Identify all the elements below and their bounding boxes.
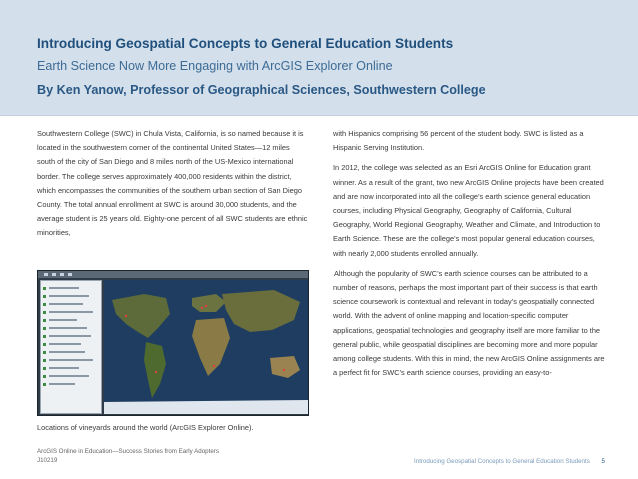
map-screenshot-figure (37, 270, 309, 416)
page-number: 5 (601, 458, 605, 465)
footer-running-title: Introducing Geospatial Concepts to General Education Students (414, 458, 590, 465)
article-subtitle: Earth Science Now More Engaging with ArcGIS Explorer Online (37, 59, 393, 73)
world-map-graphic (104, 280, 308, 414)
layer-list-panel (40, 280, 102, 414)
article-byline: By Ken Yanow, Professor of Geographical Sciences, Southwestern College (37, 83, 486, 97)
header-band (0, 0, 638, 116)
footer-document-code: J10219 (37, 457, 58, 464)
right-paragraph: In 2012, the college was selected as an Esri ArcGIS Online for Education grant winner. As a result of the grant, two new ArcGIS Online projects have been created and are now incorporated into all the college’s earth science general education courses, including Physical Geography, Geography of California, Cultural Geography, World Regional Geography, Weather and Climate, and Introduction to Earth Science. These are the college’s most popular general education courses, with nearly 2,000 students enrolled annually. (333, 163, 604, 258)
app-toolbar (38, 271, 308, 278)
right-paragraph: with Hispanics comprising 56 percent of the student body. SWC is listed as a Hispanic Serving Institution. (333, 129, 584, 153)
footer-running-head (414, 458, 605, 465)
right-paragraph: Although the popularity of SWC’s earth science courses can be attributed to a number of reasons, perhaps the most important part of their success is that earth science coursework is contextual and relevant in today’s geospatially connected world. With the advent of online mapping and location-specific computer applications, geospatial technologies and geography itself are more familiar to the general public, while geospatial disciplines are becoming more and more popular among college students. With this in mind, the new ArcGIS Online assignments are a perfect fit for SWC’s earth science courses, providing an easy-to- (333, 268, 605, 378)
footer-publication-info (37, 447, 219, 465)
figure-caption: Locations of vineyards around the world (ArcGIS Explorer Online). (37, 423, 254, 432)
right-column (333, 127, 605, 380)
footer-publication-title: ArcGIS Online in Education—Success Stories from Early Adopters (37, 448, 219, 455)
left-paragraph: Southwestern College (SWC) in Chula Vista, California, is so named because it is located in the southwestern corner of the continental United States—12 miles south of the city of San Diego and 8 miles north of the US-Mexico international border. The college serves approximately 400,000 residents within the district, which encompasses the communities of the southern urban section of San Diego County. The total annual enrollment at SWC is around 30,000 students, and the average student is 25 years old. Eighty-one percent of all SWC students are ethnic minorities, (37, 129, 308, 238)
world-map (104, 280, 308, 414)
left-column (37, 127, 309, 241)
article-title: Introducing Geospatial Concepts to General Education Students (37, 36, 454, 51)
